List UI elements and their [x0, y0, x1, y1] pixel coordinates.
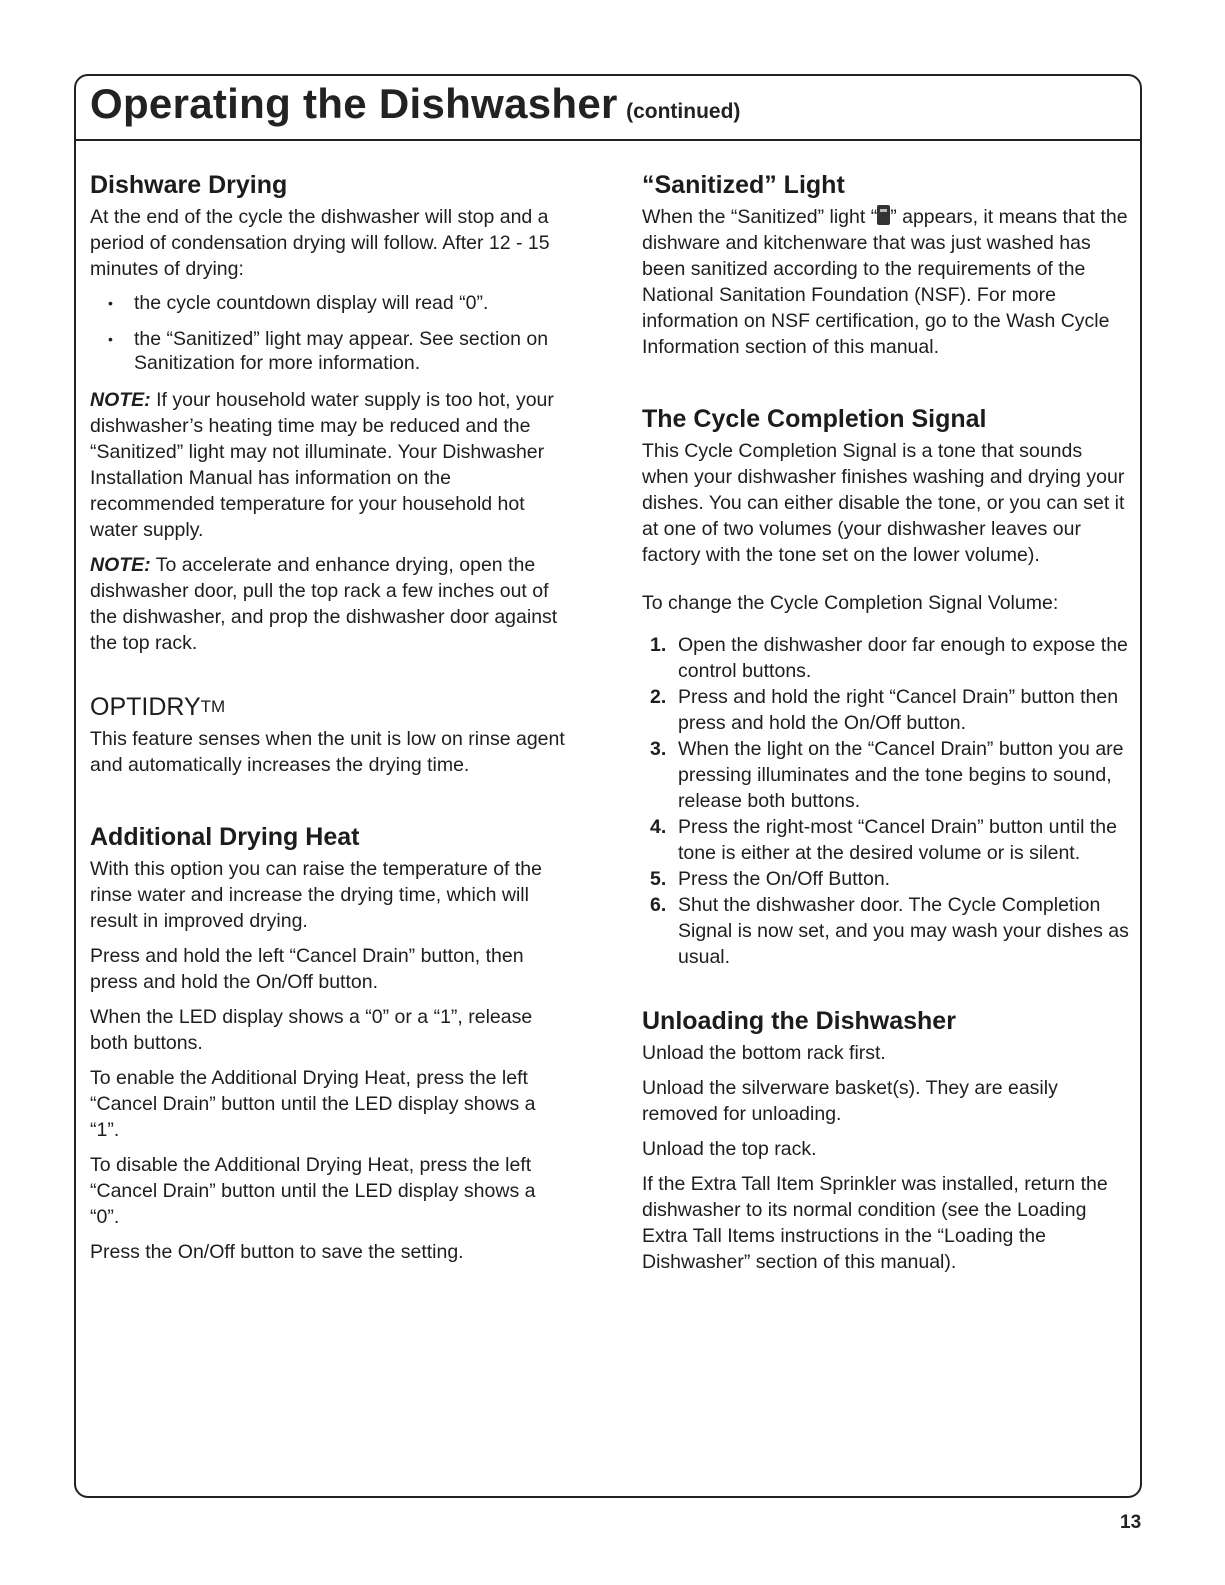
step-text: When the light on the “Cancel Drain” button you are pressing illuminates and the tone begins to sound, release both buttons. [678, 738, 1124, 812]
sanitized-text-start: When the “Sanitized” light “ [642, 206, 878, 228]
page-number: 13 [1120, 1512, 1142, 1533]
list-item: • the cycle countdown display will read “0”. [108, 291, 570, 315]
right-column [642, 170, 1130, 1284]
trademark-symbol: TM [200, 697, 226, 716]
list-item: • the “Sanitized” light may appear. See section on Sanitization for more information. [108, 327, 570, 375]
signal-steps [650, 632, 1130, 970]
paragraph: Unload the top rack. [642, 1138, 817, 1160]
step-text: Press and hold the right “Cancel Drain” button then press and hold the On/Off button. [678, 686, 1119, 734]
section-heading: Unloading the Dishwasher [642, 1007, 956, 1035]
section-heading: Dishware Drying [90, 171, 288, 199]
section-heading: Additional Drying Heat [90, 823, 360, 851]
paragraph: Unload the bottom rack first. [642, 1042, 886, 1064]
drying-intro: At the end of the cycle the dishwasher will stop and a period of condensation drying will follow. After 12 - 15 minutes of drying: [90, 206, 550, 280]
signal-change-intro: To change the Cycle Completion Signal Volume: [642, 592, 1059, 614]
section-additional-drying-heat [90, 822, 570, 1265]
title-divider [76, 139, 1140, 141]
section-optidry [90, 692, 570, 778]
step-number: 3. [650, 738, 667, 760]
paragraph: Press the On/Off button to save the setting. [90, 1241, 464, 1263]
note-label: NOTE: [90, 389, 151, 411]
drying-bullet-list [108, 291, 570, 375]
section-dishware-drying [90, 170, 570, 656]
optidry-text: This feature senses when the unit is low on rinse agent and automatically increases the drying time. [90, 728, 565, 776]
note-label: NOTE: [90, 554, 151, 576]
section-heading [90, 692, 570, 722]
paragraph: Unload the silverware basket(s). They are easily removed for unloading. [642, 1077, 1058, 1125]
section-heading: “Sanitized” Light [642, 171, 845, 199]
paragraph: To disable the Additional Drying Heat, press the left “Cancel Drain” button until the LED display shows a “0”. [90, 1154, 536, 1228]
note-accelerate [90, 552, 570, 656]
paragraph: Press and hold the left “Cancel Drain” button, then press and hold the On/Off button. [90, 945, 524, 993]
paragraph: If the Extra Tall Item Sprinkler was installed, return the dishwasher to its normal condition (see the Loading Extra Tall Items instructions in the “Loading the Dishwasher” section of this manual). [642, 1173, 1108, 1273]
section-heading: The Cycle Completion Signal [642, 405, 987, 433]
list-item [650, 866, 1130, 892]
list-item [650, 632, 1130, 684]
step-text: Press the right-most “Cancel Drain” button until the tone is either at the desired volume or is silent. [678, 816, 1117, 864]
page-title-text: Operating the Dishwasher [90, 80, 618, 127]
section-unloading [642, 1006, 1130, 1275]
list-item [650, 684, 1130, 736]
paragraph: To enable the Additional Drying Heat, press the left “Cancel Drain” button until the LED display shows a “1”. [90, 1067, 536, 1141]
sanitized-text-end: ” appears, it means that the dishware and kitchenware that was just washed has been sanitized according to the requirements of the National Sanitation Foundation (NSF). For more information on NSF certification, go to the Wash Cycle Information section of this manual. [642, 206, 1128, 358]
step-number: 5. [650, 868, 667, 890]
step-text: Open the dishwasher door far enough to expose the control buttons. [678, 634, 1128, 682]
step-text: Shut the dishwasher door. The Cycle Completion Signal is now set, and you may wash your dishes as usual. [678, 894, 1129, 968]
step-number: 6. [650, 894, 667, 916]
section-sanitized-light [642, 170, 1130, 360]
sanitized-light-icon [877, 205, 890, 225]
step-text: Press the On/Off Button. [678, 868, 891, 890]
note-text: If your household water supply is too hot, your dishwasher’s heating time may be reduced and the “Sanitized” light may not illuminate. Your Dishwasher Installation Manual has information on the recommended temperature for your household hot water supply. [90, 389, 554, 541]
section-cycle-completion-signal [642, 404, 1130, 970]
step-number: 2. [650, 686, 667, 708]
continued-label: (continued) [626, 100, 741, 123]
paragraph: With this option you can raise the temperature of the rinse water and increase the drying time, which will result in improved drying. [90, 858, 542, 932]
step-number: 1. [650, 634, 667, 656]
note-hot-water [90, 387, 570, 543]
left-column [90, 170, 570, 1274]
step-number: 4. [650, 816, 667, 838]
page-title [90, 80, 740, 128]
paragraph: When the LED display shows a “0” or a “1”, release both buttons. [90, 1006, 533, 1054]
list-item [650, 892, 1130, 970]
note-text: To accelerate and enhance drying, open the dishwasher door, pull the top rack a few inches out of the dishwasher, and prop the dishwasher door against the top rack. [90, 554, 558, 654]
list-item [650, 736, 1130, 814]
list-item [650, 814, 1130, 866]
signal-text: This Cycle Completion Signal is a tone that sounds when your dishwasher finishes washing and drying your dishes. You can either disable the tone, or you can set it at one of two volumes (your dishwasher leaves our factory with the tone set on the lower volume). [642, 440, 1125, 566]
sanitized-text [642, 204, 1130, 360]
optidry-heading: OPTIDRY [90, 693, 201, 721]
